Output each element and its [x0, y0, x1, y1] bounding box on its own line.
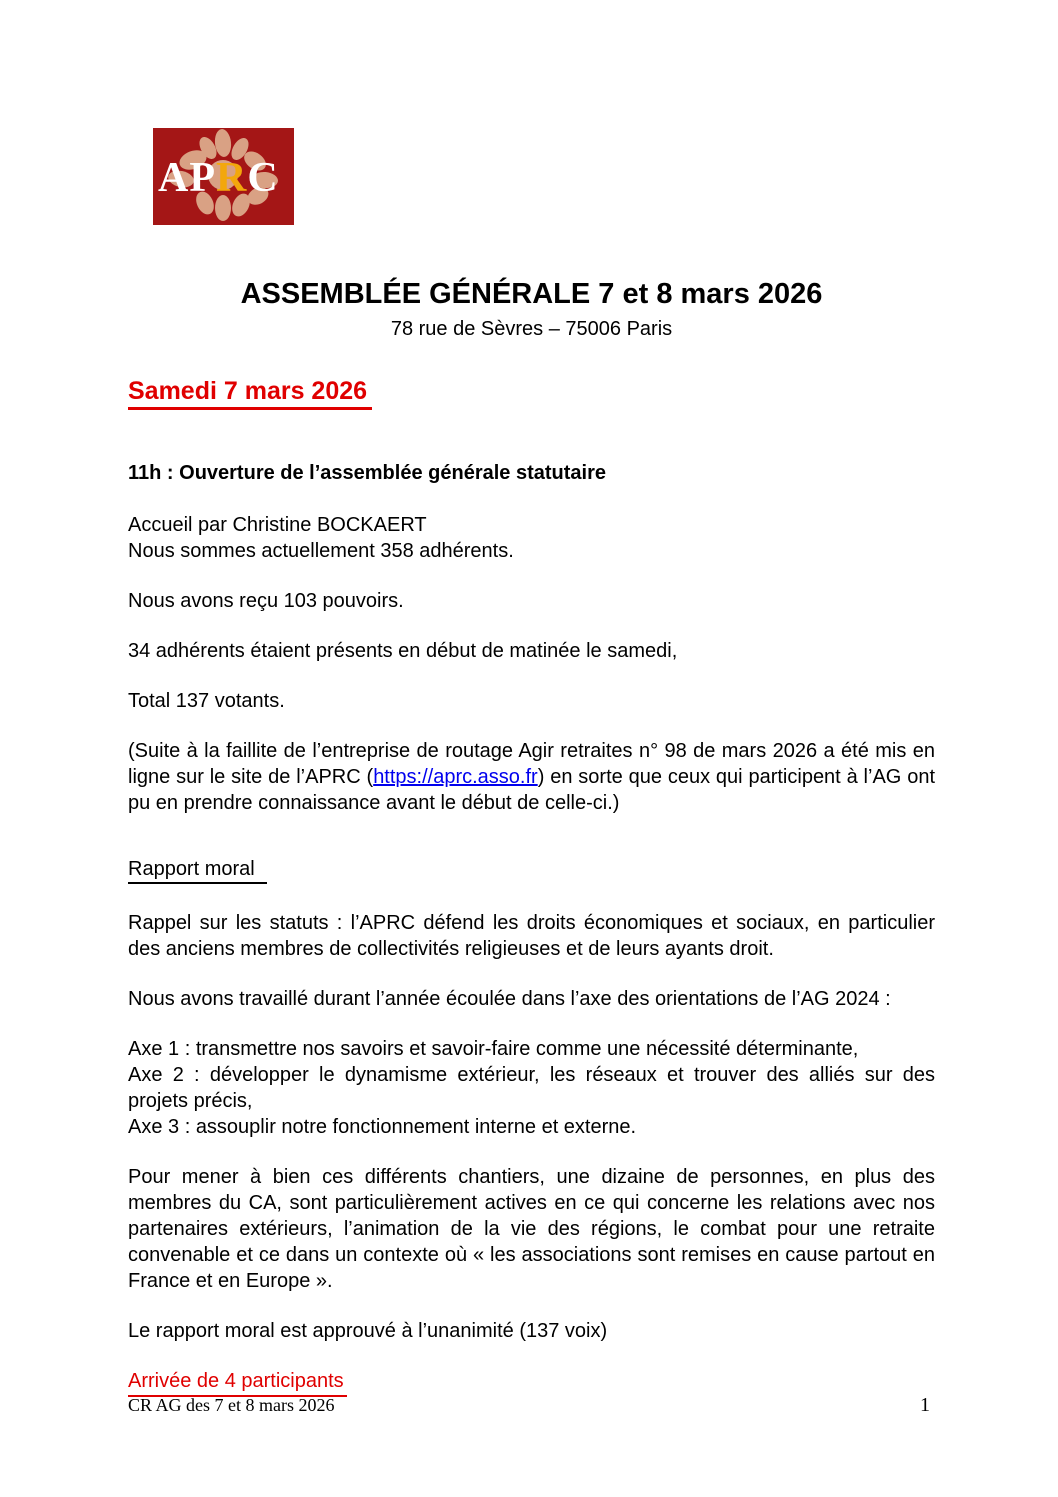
session-opening-heading: 11h : Ouverture de l’assemblée générale statutaire	[128, 462, 606, 484]
document-body	[128, 0, 935, 1397]
welcome-line: Accueil par Christine BOCKAERT	[128, 514, 427, 536]
voters-total-line: Total 137 votants.	[128, 690, 285, 712]
axis-2-line: Axe 2 : développer le dynamisme extérieur, les réseaux et trouver des alliés sur des projets précis,	[128, 1064, 935, 1112]
routage-note-paragraph	[128, 738, 935, 816]
projects-paragraph: Pour mener à bien ces différents chantiers, une dizaine de personnes, en plus des membres du CA, sont particulièrement actives en ce qui concerne les relations avec nos partenaires extérieurs, l’animation de la vie des régions, le combat pour une retraite convenable et ce dans un contexte où « les associations sont remises en cause partout en France et en Europe ».	[128, 1166, 935, 1292]
approval-line: Le rapport moral est approuvé à l’unanimité (137 voix)	[128, 1320, 608, 1342]
logo-letter-r: R	[216, 155, 248, 201]
page-footer	[128, 1392, 935, 1418]
proxies-line: Nous avons reçu 103 pouvoirs.	[128, 590, 404, 612]
orientations-paragraph: Nous avons travaillé durant l’année écoulée dans l’axe des orientations de l’AG 2024 :	[128, 988, 891, 1010]
statutes-reminder-paragraph: Rappel sur les statuts : l’APRC défend les droits économiques et sociaux, en particulier des anciens membres de collectivités religieuses et de leurs ayants droit.	[128, 912, 935, 960]
moral-report-heading	[128, 856, 935, 884]
participants-arrival-text: Arrivée de 4 participants	[128, 1368, 347, 1397]
moral-report-heading-text: Rapport moral	[128, 856, 267, 884]
members-count-line: Nous sommes actuellement 358 adhérents.	[128, 540, 514, 562]
day-heading-text: Samedi 7 mars 2026	[128, 376, 372, 410]
axis-3-line: Axe 3 : assouplir notre fonctionnement interne et externe.	[128, 1116, 637, 1138]
page-subtitle: 78 rue de Sèvres – 75006 Paris	[390, 318, 673, 340]
welcome-block	[128, 512, 935, 564]
logo-letters-ap: AP	[158, 155, 216, 201]
day-heading	[128, 376, 935, 410]
axis-1-line: Axe 1 : transmettre nos savoirs et savoir-faire comme une nécessité déterminante,	[128, 1038, 859, 1060]
footer-page-number: 1	[920, 1394, 930, 1416]
logo-letter-c: C	[247, 155, 279, 201]
page-title: ASSEMBLÉE GÉNÉRALE 7 et 8 mars 2026	[240, 278, 823, 310]
axes-list	[128, 1036, 935, 1140]
routage-note-text-after: ) en sorte que ceux qui participent à l’AG ont pu en prendre connaissance avant le début de celle-ci.)	[128, 766, 935, 814]
footer-document-reference: CR AG des 7 et 8 mars 2026	[128, 1395, 335, 1415]
aprc-website-link[interactable]: https://aprc.asso.fr	[373, 766, 538, 788]
routage-note-text-before: (Suite à la faillite de l’entreprise de routage Agir retraites n° 98 de mars 2026 a été mis en ligne sur le site de l’APRC (	[128, 740, 935, 788]
attendance-line: 34 adhérents étaient présents en début de matinée le samedi,	[128, 640, 678, 662]
